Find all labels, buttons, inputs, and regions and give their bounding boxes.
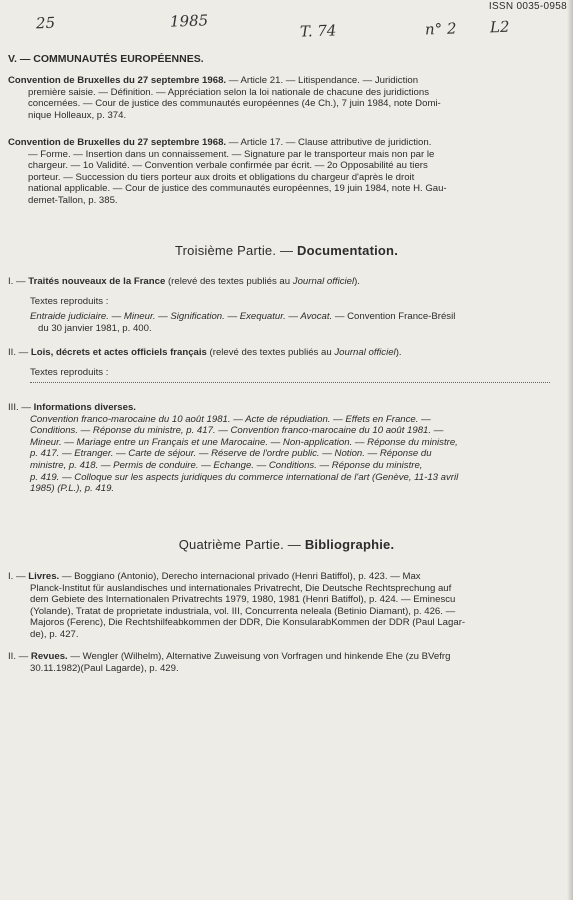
section-laws xyxy=(8,347,568,378)
entry-lead: Convention de Bruxelles du 27 septembre 1968. xyxy=(8,137,227,148)
part-three-title xyxy=(0,243,573,258)
section-heading: Informations diverses. xyxy=(33,402,136,413)
info-text: 1985) (P.L.), p. 419. xyxy=(30,483,115,495)
section-number: III. — xyxy=(8,402,34,413)
entry-line: concernées. — Cour de justice des communautés européennes (4e Ch.), 7 juin 1984, note Domi- xyxy=(28,98,441,110)
part-title-prefix: Quatrième Partie. — xyxy=(178,537,305,552)
treaty-title: — Convention France-Brésil xyxy=(332,311,456,323)
handwritten-issue: n° 2 xyxy=(424,19,457,39)
entry-line: demet-Tallon, p. 385. xyxy=(28,194,118,206)
info-line xyxy=(8,472,568,484)
info-text: p. 419. — Colloque sur les aspects juridiques du commerce international de l'art (Genève, 11-13 avril xyxy=(30,471,459,483)
handwritten-number: 25 xyxy=(35,13,56,33)
page-binding-shadow xyxy=(567,0,573,900)
entry-line: — Forme. — Insertion dans un connaissement. — Signature par le transporteur mais non par le xyxy=(28,148,435,160)
entry-line: — Article 17. — Clause attributive de juridiction. xyxy=(226,137,432,148)
entry-lead: Convention de Bruxelles du 27 septembre 1968. xyxy=(8,75,227,86)
info-text: Mineur. — Mariage entre un Français et une Marocaine. — Non-application. — Réponse du ministre, xyxy=(30,436,458,448)
section-reviews xyxy=(8,651,568,674)
review-line: 30.11.1982)(Paul Lagarde), p. 429. xyxy=(30,662,179,674)
issn-number: ISSN 0035-0958 xyxy=(488,1,567,12)
entry-bruxelles-article21 xyxy=(8,75,568,121)
info-text: p. 417. — Etranger. — Carte de séjour. — Réserve de l'ordre public. — Notion. — Réponse du xyxy=(30,448,432,460)
section-heading: Lois, décrets et actes officiels français xyxy=(30,347,207,358)
info-line xyxy=(8,437,568,449)
section-treaties xyxy=(8,276,568,334)
part-title-prefix: Troisième Partie. — xyxy=(174,243,297,258)
journal-officiel: Journal officiel xyxy=(292,276,355,287)
section-informations xyxy=(8,402,568,495)
info-line xyxy=(8,460,568,472)
entry-bruxelles-article17 xyxy=(8,137,568,207)
book-line: de), p. 427. xyxy=(30,628,79,640)
section-heading: Revues. xyxy=(30,651,68,662)
journal-officiel: Journal officiel xyxy=(334,347,396,358)
info-line xyxy=(8,414,568,426)
section-v-heading: V. — COMMUNAUTÉS EUROPÉENNES. xyxy=(8,53,204,65)
info-line xyxy=(8,483,568,495)
info-line xyxy=(8,425,568,437)
entry-line: porteur. — Succession du tiers porteur aux droits et obligations du chargeur d'après le droit xyxy=(28,171,415,183)
section-heading: Traités nouveaux de la France xyxy=(28,276,166,287)
handwritten-code: L2 xyxy=(489,17,510,37)
section-number: II. — xyxy=(8,347,31,358)
treaty-keywords: Entraide judiciaire. — Mineur. — Signification. — Exequatur. — Avocat. xyxy=(30,311,333,323)
dotted-leader xyxy=(30,380,550,383)
treaty-date: du 30 janvier 1981, p. 400. xyxy=(38,322,152,334)
part-title-bold: Bibliographie. xyxy=(304,537,395,552)
section-tail: (relevé des textes publiés au xyxy=(165,276,293,287)
section-tail: (relevé des textes publiés au xyxy=(206,347,335,358)
review-line: — Wengler (Wilhelm), Alternative Zuweisung von Vorfragen und hinkende Ehe (zu BVefrg xyxy=(67,651,451,662)
section-books xyxy=(8,571,568,641)
book-line: — Boggiano (Antonio), Derecho internacional privado (Henri Batiffol), p. 423. — Max xyxy=(59,571,421,582)
book-line: Planck-Institut für auslandisches und internationales Privatrecht, Die Deutsche Rechtsprechung auf xyxy=(30,582,452,594)
entry-line: — Article 21. — Litispendance. — Juridiction xyxy=(226,75,419,86)
entry-line: nique Holleaux, p. 374. xyxy=(28,109,127,121)
handwritten-volume: T. 74 xyxy=(299,21,337,41)
book-line: dem Gebiete des Internationalen Privatrechts 1979, 1980, 1981 (Henri Batiffol), p. 424. — Eminescu xyxy=(30,594,456,606)
book-line: (Yolande), Tratat de proprietate industriala, vol. III, Concurrenta neleala (Betinio Diamant), p. 426. — xyxy=(30,605,456,617)
section-number: II. — xyxy=(8,651,31,662)
info-line xyxy=(8,448,568,460)
section-number: I. — xyxy=(8,276,29,287)
section-heading: Livres. xyxy=(28,571,60,582)
entry-line: national applicable. — Cour de justice des communautés européennes, 19 juin 1984, note H. Gau- xyxy=(28,183,447,195)
book-line: Majoros (Ferenc), Die Rechtshilfeabkommen der DDR, Die KonsularabKommen der DDR (Paul Lagar- xyxy=(30,617,466,629)
part-four-title xyxy=(0,537,573,552)
texts-reproduced-label: Textes reproduits : xyxy=(30,295,109,307)
info-text: Conditions. — Réponse du ministre, p. 417. — Convention franco-marocaine du 10 août 1981. — xyxy=(30,425,444,437)
info-text: ministre, p. 418. — Permis de conduire. — Echange. — Conditions. — Réponse du ministre, xyxy=(30,459,423,471)
handwritten-year: 1985 xyxy=(169,11,209,31)
section-tail-end: ). xyxy=(395,347,402,358)
section-tail-end: ). xyxy=(354,276,360,287)
part-title-bold: Documentation. xyxy=(296,243,399,258)
texts-reproduced-label: Textes reproduits : xyxy=(30,366,109,378)
info-text: Convention franco-marocaine du 10 août 1981. — Acte de répudiation. — Effets en France. — xyxy=(30,413,431,425)
section-number: I. — xyxy=(8,571,29,582)
entry-line: première saisie. — Définition. — Appréciation selon la loi nationale de chacune des juridictions xyxy=(28,86,430,98)
entry-line: chargeur. — 1o Validité. — Convention verbale confirmée par écrit. — 2o Opposabilité au tiers xyxy=(28,160,428,172)
